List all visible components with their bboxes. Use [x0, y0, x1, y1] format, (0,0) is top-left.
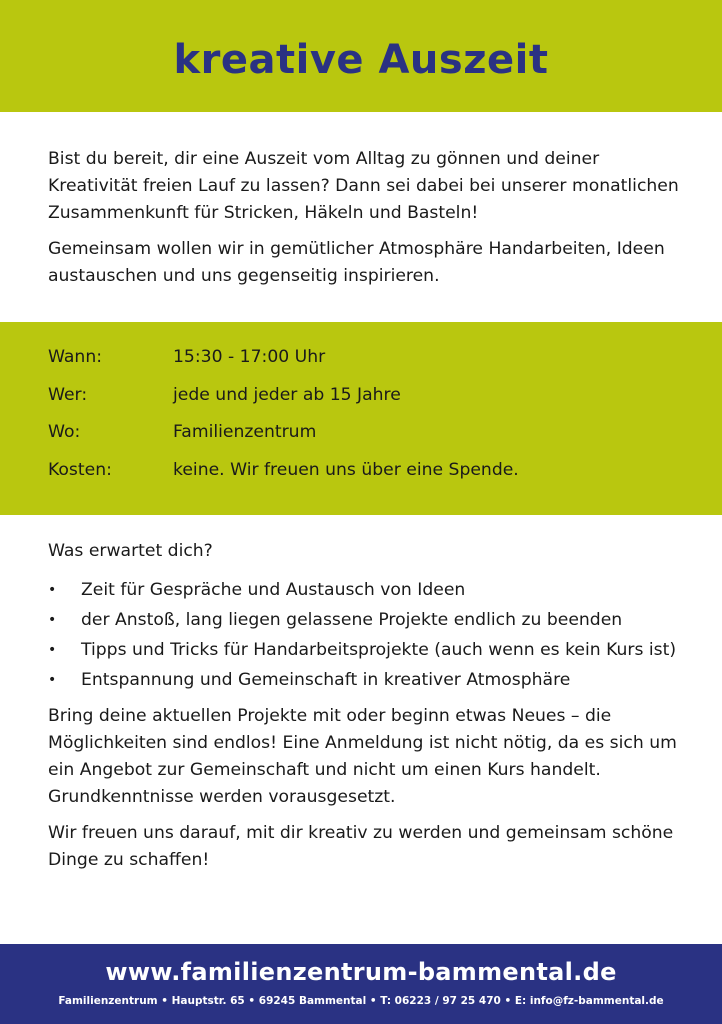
intro-section [48, 146, 688, 299]
intro-paragraph: Bist du bereit, dir eine Auszeit vom Alltag zu gönnen und deiner Kreativität freien Lauf zu lassen? Dann sei dabei bei unserer monatlichen Zusammenkunft für Stricken, Häkeln und Basteln! [48, 149, 679, 223]
info-value: Familienzentrum [173, 422, 317, 442]
info-row-when [48, 344, 722, 382]
contact-address: Familienzentrum • Hauptstr. 65 • 69245 Bammental • T: 06223 / 97 25 470 • E: info@fz-bammental.de [58, 995, 664, 1007]
footer [0, 944, 722, 1024]
bullet-icon: • [48, 672, 57, 688]
info-row-cost [48, 457, 722, 495]
info-value: 15:30 - 17:00 Uhr [173, 347, 326, 367]
intro-paragraph: Gemeinsam wollen wir in gemütlicher Atmosphäre Handarbeiten, Ideen austauschen und uns gegenseitig inspirieren. [48, 239, 665, 286]
bullet-icon: • [48, 582, 57, 598]
expect-list [48, 577, 698, 693]
info-label: Wer: [48, 384, 88, 405]
expect-section [48, 538, 698, 883]
info-label: Wo: [48, 422, 81, 442]
list-item: • Entspannung und Gemeinschaft in kreativer Atmosphäre [48, 667, 698, 693]
list-item: • Tipps und Tricks für Handarbeitsprojekte (auch wenn es kein Kurs ist) [48, 637, 698, 663]
page-title: kreative Auszeit [173, 37, 549, 83]
expect-paragraph: Wir freuen uns darauf, mit dir kreativ zu werden und gemeinsam schöne Dinge zu schaffen! [48, 823, 674, 870]
info-label: Kosten: [48, 459, 112, 480]
bullet-icon: • [48, 612, 57, 628]
info-value: jede und jeder ab 15 Jahre [173, 384, 401, 405]
bullet-icon: • [48, 642, 57, 658]
info-label: Wann: [48, 347, 103, 367]
expect-heading: Was erwartet dich? [48, 541, 213, 561]
info-box [0, 322, 722, 515]
list-item: • Zeit für Gespräche und Austausch von Ideen [48, 577, 698, 603]
info-row-where [48, 419, 722, 457]
expect-paragraph: Bring deine aktuellen Projekte mit oder beginn etwas Neues – die Möglichkeiten sind endlos! Eine Anmeldung ist nicht nötig, da es sich um ein Angebot zur Gemeinschaft und nicht um einen Kurs handelt. Grundkenntnisse werden vorausgesetzt. [48, 706, 677, 807]
header-banner [0, 0, 722, 112]
website-link[interactable]: www.familienzentrum-bammental.de [105, 958, 617, 986]
info-value: keine. Wir freuen uns über eine Spende. [173, 459, 519, 480]
info-row-who [48, 382, 722, 420]
list-item: • der Anstoß, lang liegen gelassene Projekte endlich zu beenden [48, 607, 698, 633]
